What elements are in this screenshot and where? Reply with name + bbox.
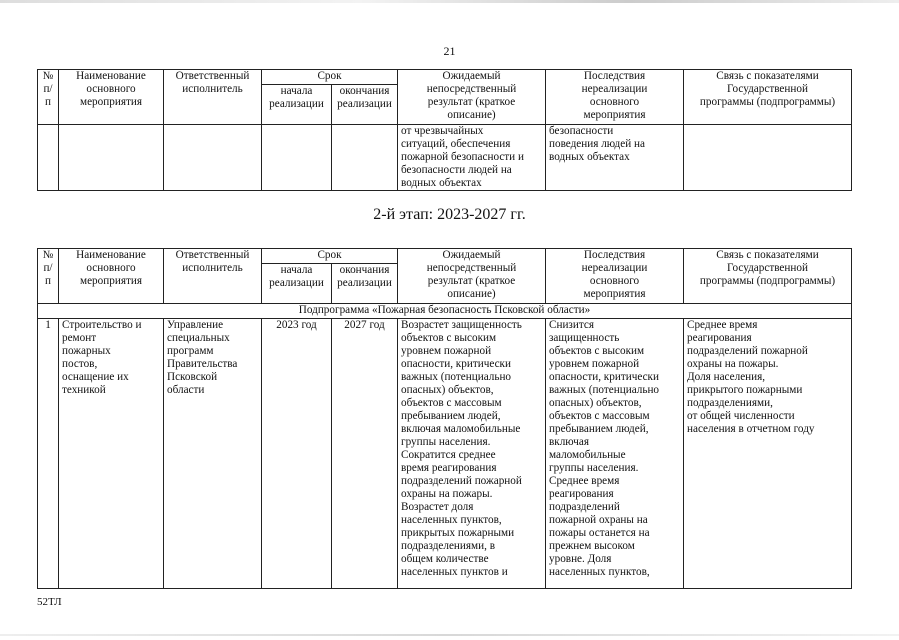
cell-measure-name [59, 125, 164, 191]
cell-expected-result: от чрезвычайных ситуаций, обеспечения пожарной безопасности и безопасности людей на водных объектах [398, 125, 546, 191]
header-executor: Ответственный исполнитель [164, 249, 262, 304]
stage-heading: 2-й этап: 2023-2027 гг. [373, 206, 526, 223]
cell-indicator-link: Среднее время реагирования подразделений пожарной охраны на пожары. Доля населения, прикрытого пожарными подразделениями, от общей численности населения в отчетном году [684, 319, 852, 589]
header-consequences: Последствия нереализации основного мероприятия [546, 70, 684, 125]
cell-number [38, 125, 59, 191]
header-consequences: Последствия нереализации основного мероприятия [546, 249, 684, 304]
header-number: № п/п [38, 249, 59, 304]
header-start: начала реализации [262, 85, 332, 125]
header-expected-result: Ожидаемый непосредственный результат (краткое описание) [398, 249, 546, 304]
header-end: окончания реализации [332, 85, 398, 125]
measures-table-stage-2 [37, 248, 852, 589]
cell-end [332, 125, 398, 191]
cell-start: 2023 год [262, 319, 332, 589]
header-term: Срок [262, 70, 398, 85]
header-executor: Ответственный исполнитель [164, 70, 262, 125]
footer-code: 52ТЛ [37, 596, 62, 608]
header-measure-name: Наименование основного мероприятия [59, 70, 164, 125]
scan-bottom-edge [0, 634, 899, 636]
scan-top-edge [0, 0, 899, 3]
cell-number: 1 [38, 319, 59, 589]
measures-table-continuation [37, 69, 852, 191]
header-measure-name: Наименование основного мероприятия [59, 249, 164, 304]
header-expected-result: Ожидаемый непосредственный результат (краткое описание) [398, 70, 546, 125]
header-term: Срок [262, 249, 398, 264]
cell-expected-result: Возрастет защищенность объектов с высоким уровнем пожарной опасности, критически важных (потенциально опасных) объектов, объектов с массовым пребыванием людей, включая маломобильные группы населения. Сократится среднее время реагирования подразделений пожарной охраны на пожары. Возрастет доля населенных пунктов, прикрытых пожарными подразделениями, в общем количестве населенных пунктов и [398, 319, 546, 589]
cell-indicator-link [684, 125, 852, 191]
cell-executor [164, 125, 262, 191]
header-indicator-link: Связь с показателями Государственной программы (подпрограммы) [684, 70, 852, 125]
cell-executor: Управление специальных программ Правительства Псковской области [164, 319, 262, 589]
header-indicator-link: Связь с показателями Государственной программы (подпрограммы) [684, 249, 852, 304]
cell-consequences: безопасности поведения людей на водных объектах [546, 125, 684, 191]
header-start: начала реализации [262, 264, 332, 304]
cell-consequences: Снизится защищенность объектов с высоким уровнем пожарной опасности, критически важных (потенциально опасных) объектов, объектов с массовым пребыванием людей, включая маломобильные группы населения. Среднее время реагирования подразделений пожарной охраны на пожары останется на прежнем высоком уровне. Доля населенных пунктов, [546, 319, 684, 589]
cell-end: 2027 год [332, 319, 398, 589]
cell-measure-name: Строительство и ремонт пожарных постов, оснащение их техникой [59, 319, 164, 589]
subprogram-title: Подпрограмма «Пожарная безопасность Псковской области» [38, 304, 852, 319]
header-end: окончания реализации [332, 264, 398, 304]
header-number: № п/п [38, 70, 59, 125]
cell-start [262, 125, 332, 191]
page-number: 21 [443, 44, 456, 58]
